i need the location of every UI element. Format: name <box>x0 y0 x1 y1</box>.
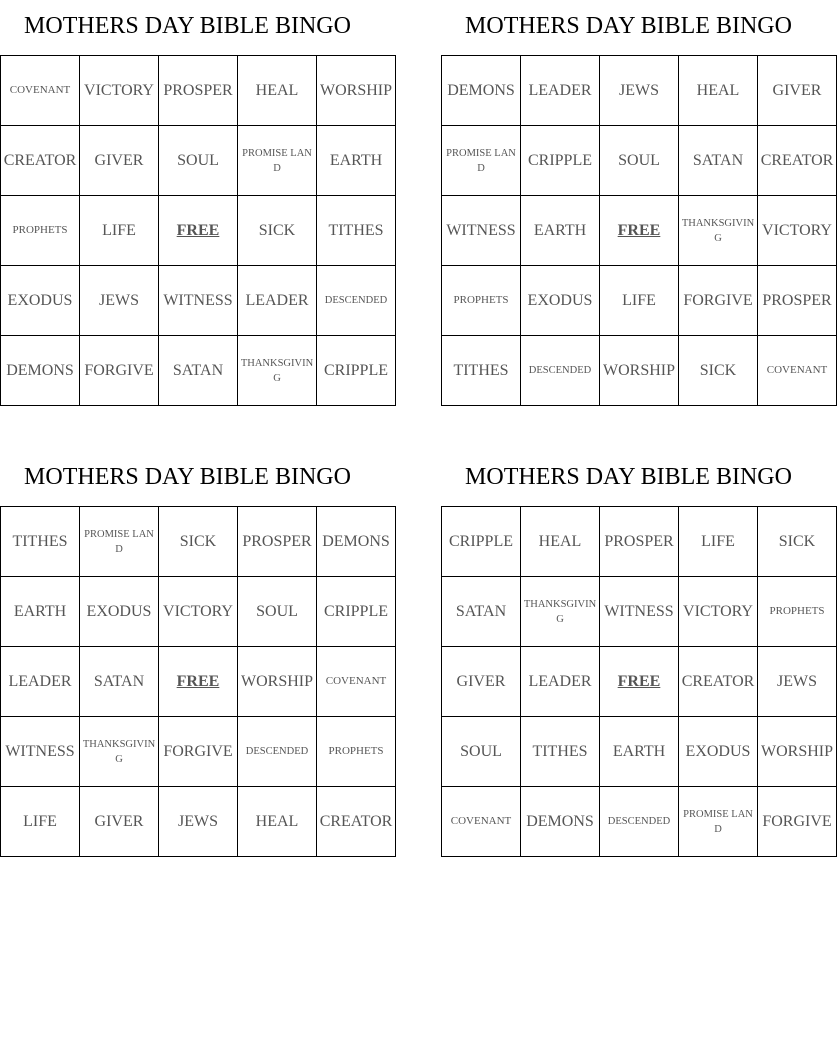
bingo-cell: DESCENDED <box>600 787 679 857</box>
bingo-cell: HEAL <box>238 56 317 126</box>
bingo-cell: CREATOR <box>1 126 80 196</box>
bingo-row <box>442 266 837 336</box>
bingo-cell: PROMISE LAND <box>442 126 521 196</box>
bingo-cell: DESCENDED <box>317 266 396 336</box>
bingo-cell: PROSPER <box>159 56 238 126</box>
bingo-row <box>1 266 396 336</box>
free-space: FREE <box>600 647 679 717</box>
card-title: MOTHERS DAY BIBLE BINGO <box>465 13 792 39</box>
bingo-cell: CRIPPLE <box>521 126 600 196</box>
bingo-cell: COVENANT <box>758 336 837 406</box>
bingo-cell: SATAN <box>159 336 238 406</box>
bingo-row <box>442 717 837 787</box>
bingo-cell: LIFE <box>80 196 159 266</box>
bingo-cell: HEAL <box>238 787 317 857</box>
bingo-cell: PROPHETS <box>758 577 837 647</box>
bingo-cell: HEAL <box>679 56 758 126</box>
bingo-row <box>442 577 837 647</box>
bingo-row <box>442 196 837 266</box>
bingo-cell: SOUL <box>159 126 238 196</box>
bingo-card-2 <box>441 0 834 406</box>
bingo-cell: TITHES <box>1 507 80 577</box>
bingo-cell: WITNESS <box>1 717 80 787</box>
bingo-cell: DESCENDED <box>521 336 600 406</box>
bingo-cell: WORSHIP <box>317 56 396 126</box>
bingo-cell: SICK <box>679 336 758 406</box>
bingo-cell: FORGIVE <box>758 787 837 857</box>
bingo-cell: PROPHETS <box>442 266 521 336</box>
bingo-cell: LEADER <box>521 647 600 717</box>
bingo-row <box>1 507 396 577</box>
bingo-cell: SATAN <box>679 126 758 196</box>
card-title: MOTHERS DAY BIBLE BINGO <box>24 464 351 490</box>
bingo-row <box>1 787 396 857</box>
bingo-row <box>1 647 396 717</box>
bingo-cell: FORGIVE <box>80 336 159 406</box>
bingo-cell: WITNESS <box>442 196 521 266</box>
bingo-cell: FORGIVE <box>679 266 758 336</box>
bingo-card-4 <box>441 451 833 857</box>
bingo-cell: EARTH <box>600 717 679 787</box>
bingo-cell: LIFE <box>1 787 80 857</box>
bingo-row <box>1 126 396 196</box>
bingo-grid <box>441 55 837 406</box>
bingo-row <box>1 577 396 647</box>
bingo-cell: THANKSGIVING <box>679 196 758 266</box>
bingo-cell: FORGIVE <box>159 717 238 787</box>
bingo-cell: CREATOR <box>317 787 396 857</box>
bingo-cell: DEMONS <box>521 787 600 857</box>
bingo-cell: EXODUS <box>679 717 758 787</box>
bingo-cell: WORSHIP <box>238 647 317 717</box>
card-title: MOTHERS DAY BIBLE BINGO <box>24 13 351 39</box>
bingo-cell: SATAN <box>80 647 159 717</box>
card-title: MOTHERS DAY BIBLE BINGO <box>465 464 792 490</box>
bingo-row <box>442 56 837 126</box>
bingo-cell: THANKSGIVING <box>521 577 600 647</box>
bingo-cell: DEMONS <box>1 336 80 406</box>
bingo-cell: PROPHETS <box>317 717 396 787</box>
bingo-cell: DEMONS <box>317 507 396 577</box>
bingo-row <box>442 126 837 196</box>
bingo-cell: CREATOR <box>758 126 837 196</box>
bingo-cell: WORSHIP <box>600 336 679 406</box>
bingo-cell: DEMONS <box>442 56 521 126</box>
bingo-cell: THANKSGIVING <box>238 336 317 406</box>
bingo-cell: WITNESS <box>600 577 679 647</box>
bingo-cell: JEWS <box>758 647 837 717</box>
bingo-cell: COVENANT <box>442 787 521 857</box>
bingo-cell: EARTH <box>317 126 396 196</box>
bingo-cell: DESCENDED <box>238 717 317 787</box>
bingo-card-1 <box>0 0 392 406</box>
bingo-cell: PROSPER <box>238 507 317 577</box>
bingo-row <box>1 56 396 126</box>
bingo-row <box>442 647 837 717</box>
bingo-cell: CRIPPLE <box>317 577 396 647</box>
bingo-cell: CRIPPLE <box>442 507 521 577</box>
bingo-cell: LIFE <box>600 266 679 336</box>
bingo-grid <box>0 55 396 406</box>
bingo-cell: SICK <box>758 507 837 577</box>
bingo-row <box>1 336 396 406</box>
bingo-cell: GIVER <box>80 126 159 196</box>
bingo-cell: SOUL <box>238 577 317 647</box>
bingo-cell: EARTH <box>521 196 600 266</box>
bingo-cell: WORSHIP <box>758 717 837 787</box>
bingo-cell: PROSPER <box>758 266 837 336</box>
bingo-cell: JEWS <box>600 56 679 126</box>
bingo-cell: COVENANT <box>317 647 396 717</box>
bingo-cell: VICTORY <box>758 196 837 266</box>
bingo-cell: VICTORY <box>159 577 238 647</box>
bingo-cell: PROMISE LAND <box>238 126 317 196</box>
bingo-cell: LEADER <box>521 56 600 126</box>
bingo-row <box>1 717 396 787</box>
bingo-cell: PROMISE LAND <box>679 787 758 857</box>
bingo-cell: EARTH <box>1 577 80 647</box>
bingo-cell: JEWS <box>80 266 159 336</box>
bingo-row <box>1 196 396 266</box>
bingo-cell: GIVER <box>80 787 159 857</box>
bingo-cell: JEWS <box>159 787 238 857</box>
bingo-cell: VICTORY <box>80 56 159 126</box>
bingo-cell: TITHES <box>317 196 396 266</box>
bingo-cell: PROMISE LAND <box>80 507 159 577</box>
bingo-card-3 <box>0 451 393 857</box>
bingo-row <box>442 787 837 857</box>
free-space: FREE <box>600 196 679 266</box>
bingo-cell: SOUL <box>600 126 679 196</box>
bingo-cell: TITHES <box>442 336 521 406</box>
free-space: FREE <box>159 196 238 266</box>
bingo-cell: EXODUS <box>521 266 600 336</box>
bingo-cell: EXODUS <box>80 577 159 647</box>
bingo-cell: EXODUS <box>1 266 80 336</box>
bingo-grid <box>0 506 396 857</box>
bingo-grid <box>441 506 837 857</box>
bingo-cell: SATAN <box>442 577 521 647</box>
bingo-cell: SICK <box>159 507 238 577</box>
bingo-cell: THANKSGIVING <box>80 717 159 787</box>
bingo-cell: LIFE <box>679 507 758 577</box>
bingo-row <box>442 336 837 406</box>
bingo-cell: HEAL <box>521 507 600 577</box>
bingo-cell: COVENANT <box>1 56 80 126</box>
bingo-cell: CRIPPLE <box>317 336 396 406</box>
bingo-cell: TITHES <box>521 717 600 787</box>
bingo-cell: PROPHETS <box>1 196 80 266</box>
free-space: FREE <box>159 647 238 717</box>
bingo-row <box>442 507 837 577</box>
bingo-cell: GIVER <box>758 56 837 126</box>
bingo-cell: LEADER <box>238 266 317 336</box>
bingo-cell: WITNESS <box>159 266 238 336</box>
bingo-cell: PROSPER <box>600 507 679 577</box>
bingo-cell: VICTORY <box>679 577 758 647</box>
bingo-cell: SOUL <box>442 717 521 787</box>
bingo-cell: GIVER <box>442 647 521 717</box>
bingo-cell: LEADER <box>1 647 80 717</box>
bingo-cell: CREATOR <box>679 647 758 717</box>
bingo-cell: SICK <box>238 196 317 266</box>
